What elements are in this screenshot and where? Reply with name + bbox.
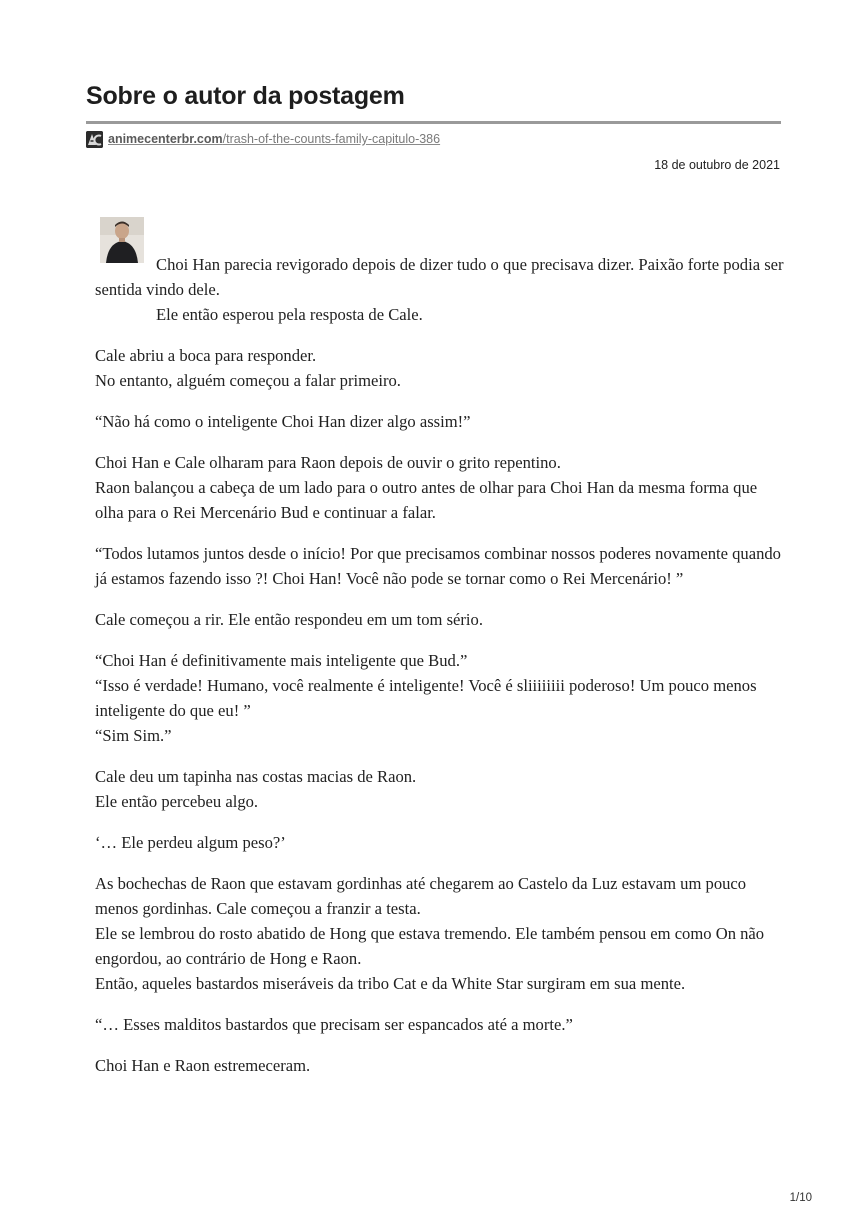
- paragraph: [95, 764, 785, 814]
- paragraph: [95, 1012, 785, 1037]
- post-date: 18 de outubro de 2021: [654, 158, 780, 172]
- paragraph-line: Ele se lembrou do rosto abatido de Hong que estava tremendo. Ele também pensou em como On não engordou, ao contrário de Hong e Raon.: [95, 924, 765, 968]
- paragraph-line: “Não há como o inteligente Choi Han dizer algo assim!”: [95, 412, 471, 431]
- source-row: [86, 130, 440, 148]
- paragraph-line: Choi Han e Raon estremeceram.: [95, 1056, 311, 1075]
- paragraph-line: “… Esses malditos bastardos que precisam ser espancados até a morte.”: [95, 1015, 573, 1034]
- site-logo-icon: [86, 131, 103, 148]
- paragraph: [95, 830, 785, 855]
- paragraph-line: “Todos lutamos juntos desde o início! Por que precisamos combinar nossos poderes novamente quando já estamos fazendo isso ?! Choi Han! Você não pode se tornar como o Rei Mercenário! ”: [95, 544, 781, 588]
- page-title: Sobre o autor da postagem: [86, 82, 405, 110]
- source-path: /trash-of-the-counts-family-capitulo-386: [222, 132, 441, 146]
- paragraph-line: Cale começou a rir. Ele então respondeu em um tom sério.: [95, 610, 483, 629]
- paragraph-line: Então, aqueles bastardos miseráveis da tribo Cat e da White Star surgiram em sua mente.: [95, 974, 686, 993]
- source-domain: animecenterbr.com: [108, 132, 223, 146]
- source-link[interactable]: [108, 132, 440, 146]
- paragraph-line: “Isso é verdade! Humano, você realmente é inteligente! Você é sliiiiiiii poderoso! Um pouco menos inteligente do que eu! ”: [95, 676, 757, 720]
- paragraph: [95, 871, 785, 996]
- paragraph-line: Ele então percebeu algo.: [95, 792, 259, 811]
- paragraph: [95, 343, 785, 393]
- paragraph-line: Choi Han e Cale olharam para Raon depois de ouvir o grito repentino.: [95, 453, 561, 472]
- paragraph: [95, 252, 785, 327]
- title-divider: [86, 121, 781, 124]
- paragraph-line: Cale deu um tapinha nas costas macias de Raon.: [95, 767, 417, 786]
- paragraph: [95, 409, 785, 434]
- paragraph-line: Ele então esperou pela resposta de Cale.: [156, 305, 423, 324]
- paragraph-line: Raon balançou a cabeça de um lado para o outro antes de olhar para Choi Han da mesma forma que olha para o Rei Mercenário Bud e continuar a falar.: [95, 478, 758, 522]
- paragraph: [95, 541, 785, 591]
- paragraph-line: As bochechas de Raon que estavam gordinhas até chegarem ao Castelo da Luz estavam um pouco menos gordinhas. Cale começou a franzir a testa.: [95, 874, 747, 918]
- paragraph: [95, 1053, 785, 1078]
- paragraph: [95, 450, 785, 525]
- paragraph-line: Choi Han parecia revigorado depois de dizer tudo o que precisava dizer. Paixão forte podia ser sentida vindo dele.: [95, 255, 784, 299]
- post-content: [95, 252, 785, 1094]
- paragraph: [95, 648, 785, 748]
- paragraph-line: ‘… Ele perdeu algum peso?’: [95, 833, 286, 852]
- page-number: 1/10: [789, 1192, 812, 1204]
- paragraph-line: Cale abriu a boca para responder.: [95, 346, 317, 365]
- paragraph: [95, 607, 785, 632]
- paragraph-line: “Choi Han é definitivamente mais inteligente que Bud.”: [95, 651, 468, 670]
- paragraph-line: “Sim Sim.”: [95, 726, 172, 745]
- paragraph-line: No entanto, alguém começou a falar primeiro.: [95, 371, 401, 390]
